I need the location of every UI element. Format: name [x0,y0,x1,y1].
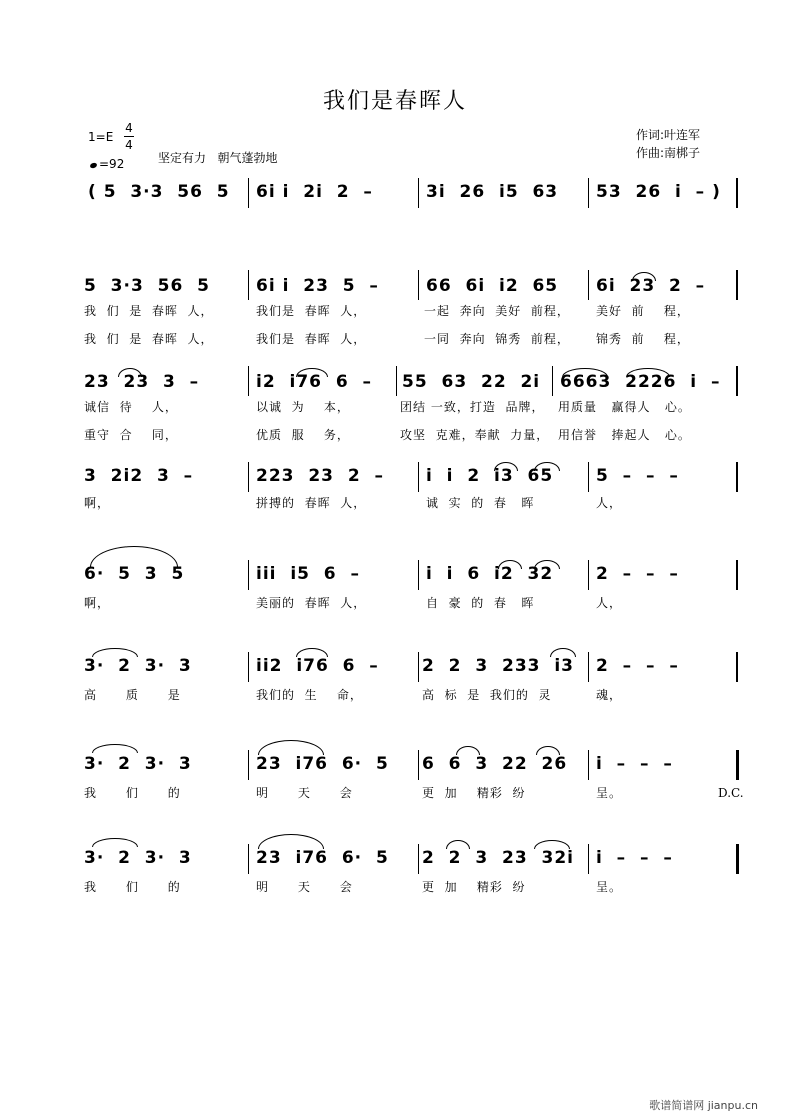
barline [248,366,249,396]
measure: 2 – – – [596,656,679,676]
lyric: 我们是 春晖 人， [256,332,367,346]
barline [588,462,589,492]
slur [632,272,656,281]
credits [636,126,700,162]
barline [736,462,738,492]
da-capo: D.C. [718,786,744,800]
measure: 23 i76 6· 5 [256,754,389,774]
lyric: 我 们 的 [84,880,181,894]
barline [552,366,553,396]
lyric: 呈。 [596,880,623,894]
barline [418,560,419,590]
lyric: 攻坚 克难，奉献 力量， [400,428,550,442]
lyric: 啊， [84,596,111,610]
lyric: 优质 服 务， [256,428,350,442]
lyric: 美好 前 程， [596,304,690,318]
lyric: 高 标 是 我们的 灵 [422,688,552,702]
lyric: 明 天 会 [256,786,353,800]
tempo-marking [90,157,124,171]
lyric: 重守 合 同， [84,428,178,442]
measure: 3· 2 3· 3 [84,656,192,676]
quarter-note-icon [89,162,97,169]
lyric: 啊， [84,496,111,510]
measure: i i 6 i2 32 [426,564,554,584]
barline [588,560,589,590]
lyric: 更 加 精彩 纷 [422,786,526,800]
lyric: 人， [596,496,623,510]
barline [248,750,249,780]
measure: 5 – – – [596,466,679,486]
barline [418,270,419,300]
lyric: 一起 奔向 美好 前程， [424,304,570,318]
slur [92,838,138,847]
measure: 223 23 2 – [256,466,384,486]
lyric: 诚信 待 人， [84,400,178,414]
measure: 2 2 3 233 i3 [422,656,574,676]
lyricist: 作词:叶连军 [636,128,701,142]
measure: 6i 23 2 – [596,276,706,296]
barline [248,462,249,492]
lyric: 呈。 [596,786,623,800]
measure: 6· 5 3 5 [84,564,185,584]
tempo-value: =92 [99,157,125,171]
barline [736,750,739,780]
lyric: 更 加 精彩 纷 [422,880,526,894]
slur [258,834,324,849]
expression-marking: 坚定有力 朝气蓬勃地 [158,151,278,165]
barline [248,652,249,682]
measure: 6663 2226 i – [560,372,721,392]
time-bottom: 4 [125,138,133,152]
barline [588,750,589,780]
measure: i i 2 i3 65 [426,466,554,486]
barline [248,178,249,208]
lyric: 自 豪 的 春 晖 [426,596,535,610]
measure: 5 3·3 56 5 [84,276,210,296]
time-signature [124,120,134,153]
measure: iii i5 6 – [256,564,360,584]
barline [418,844,419,874]
barline [396,366,397,396]
lyric: 魂， [596,688,623,702]
measure: 2 2 3 23 32i [422,848,574,868]
barline [736,560,738,590]
lyric: 美丽的 春晖 人， [256,596,367,610]
composer: 作曲:南梆子 [636,146,701,160]
measure: ( 5 3·3 56 5 [88,182,230,202]
measure: 3· 2 3· 3 [84,754,192,774]
barline [248,270,249,300]
time-top: 4 [125,121,133,135]
lyric: 高 质 是 [84,688,181,702]
lyric: 我 们 是 春晖 人， [84,332,214,346]
measure: ii2 i76 6 – [256,656,379,676]
measure: 23 23 3 – [84,372,200,392]
measure: 6i i 23 5 – [256,276,379,296]
barline [418,462,419,492]
lyric: 一同 奔向 锦秀 前程， [424,332,570,346]
lyric: 明 天 会 [256,880,353,894]
key-label: 1=E [88,130,114,144]
barline [736,652,738,682]
barline [588,844,589,874]
watermark-footer: 歌谱简谱网 jianpu.cn [649,1099,758,1112]
measure: 3· 2 3· 3 [84,848,192,868]
lyric: 诚 实 的 春 晖 [426,496,535,510]
measure: 66 6i i2 65 [426,276,559,296]
lyric: 人， [596,596,623,610]
barline [248,560,249,590]
slur [258,740,324,755]
measure: i – – – [596,848,673,868]
lyric: 我 们 的 [84,786,181,800]
measure: 55 63 22 2i [402,372,541,392]
barline [588,178,589,208]
measure: 23 i76 6· 5 [256,848,389,868]
key-signature [88,130,113,144]
lyric: 用质量 赢得人 心。 [558,400,691,414]
lyric: 团结 一致，打造 品牌， [400,400,545,414]
lyric: 拼搏的 春晖 人， [256,496,367,510]
barline [736,844,739,874]
page-title: 我们是春晖人 [322,89,467,114]
measure: i2 i76 6 – [256,372,372,392]
lyric: 我们的 生 命， [256,688,363,702]
measure: 2 – – – [596,564,679,584]
barline [736,178,738,208]
lyric: 我们是 春晖 人， [256,304,367,318]
barline [418,652,419,682]
barline [736,270,738,300]
measure: 6 6 3 22 26 [422,754,568,774]
barline [248,844,249,874]
lyric: 锦秀 前 程， [596,332,690,346]
lyric: 我 们 是 春晖 人， [84,304,214,318]
barline [736,366,738,396]
barline [588,270,589,300]
barline [418,178,419,208]
lyric: 以诚 为 本， [256,400,350,414]
slur [92,744,138,753]
measure: 3 2i2 3 – [84,466,194,486]
measure: 3i 26 i5 63 [426,182,559,202]
lyric: 用信誉 捧起人 心。 [558,428,691,442]
measure: 6i i 2i 2 – [256,182,373,202]
barline [418,750,419,780]
measure: i – – – [596,754,673,774]
measure: 53 26 i – ) [596,182,721,202]
barline [588,652,589,682]
